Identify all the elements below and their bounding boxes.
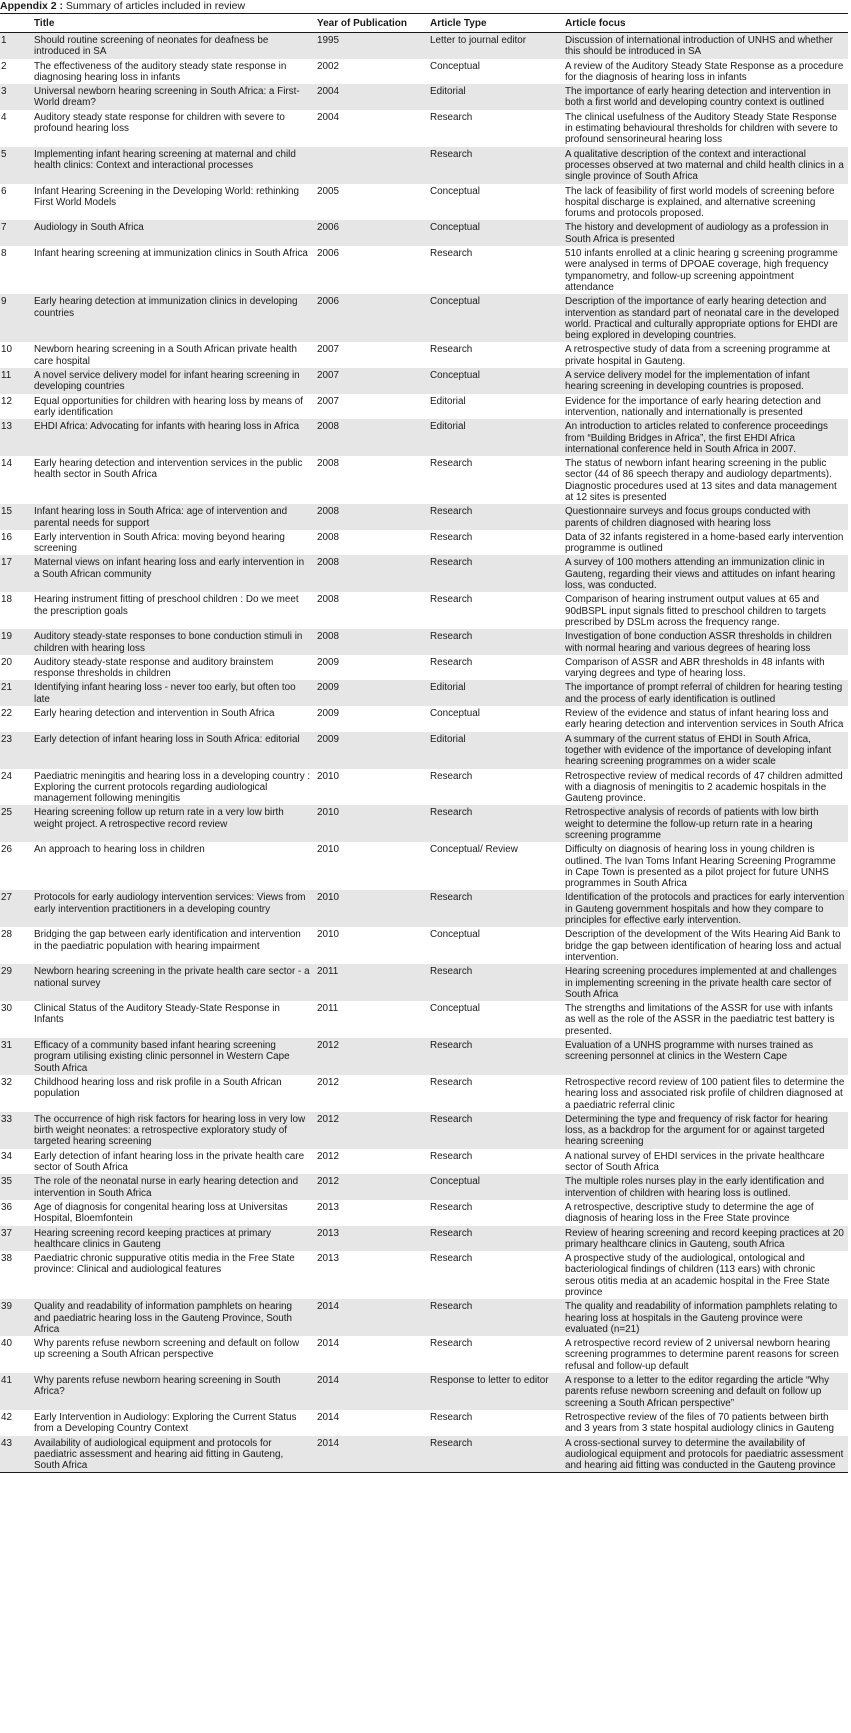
article-type: Editorial: [427, 394, 562, 420]
article-title: Auditory steady-state responses to bone conduction stimuli in children with hearing loss: [31, 629, 314, 655]
header-article-focus: Article focus: [565, 18, 626, 30]
table-row: [0, 246, 848, 294]
article-type: Research: [427, 1410, 562, 1436]
table-row: [0, 368, 848, 394]
row-number: 37: [0, 1226, 31, 1252]
article-focus: Retrospective record review of 100 patient files to determine the hearing loss and associated risk profile of children diagnosed at a paediatric referral clinic: [562, 1075, 848, 1112]
row-number: 20: [0, 655, 31, 681]
article-focus: The quality and readability of information pamphlets relating to hearing loss at hospitals in the Gauteng province were evaluated (n=21): [562, 1299, 848, 1336]
article-title: Availability of audiological equipment and protocols for paediatric assessment and hearing aid fitting in Gauteng, South Africa: [31, 1436, 314, 1473]
publication-year: 2009: [314, 655, 427, 681]
article-type: Conceptual: [427, 927, 562, 964]
publication-year: 2010: [314, 927, 427, 964]
article-type: Research: [427, 456, 562, 504]
article-focus: Retrospective review of the files of 70 patients between birth and 3 years from 3 state hospital audiology clinics in Gauteng: [562, 1410, 848, 1436]
article-type: Editorial: [427, 732, 562, 769]
article-focus: Identification of the protocols and practices for early intervention in Gauteng government hospitals and how they compare to principles for effective early intervention.: [562, 890, 848, 927]
table-row: [0, 680, 848, 706]
row-number: 33: [0, 1112, 31, 1149]
publication-year: 2008: [314, 530, 427, 556]
article-type: Editorial: [427, 84, 562, 110]
row-number: 23: [0, 732, 31, 769]
article-title: Protocols for early audiology intervention services: Views from early intervention practitioners in a developing country: [31, 890, 314, 927]
row-number: 5: [0, 147, 31, 184]
article-title: Paediatric meningitis and hearing loss in a developing country : Exploring the current protocols regarding audiological management following meningitis: [31, 769, 314, 806]
publication-year: [314, 147, 427, 184]
publication-year: 2010: [314, 890, 427, 927]
header-number: [0, 14, 31, 33]
row-number: 10: [0, 342, 31, 368]
table-row: [0, 342, 848, 368]
publication-year: 2012: [314, 1149, 427, 1175]
publication-year: 2008: [314, 456, 427, 504]
article-type: Conceptual: [427, 59, 562, 85]
article-focus: Determining the type and frequency of risk factor for hearing loss, as a backdrop for the argument for or against targeted hearing screening: [562, 1112, 848, 1149]
table-row: [0, 1149, 848, 1175]
article-focus: Discussion of international introduction of UNHS and whether this should be introduced in SA: [562, 33, 848, 59]
caption-text: Summary of articles included in review: [63, 0, 246, 12]
table-row: [0, 1200, 848, 1226]
article-focus: The importance of early hearing detection and intervention in both a first world and developing country context is outlined: [562, 84, 848, 110]
publication-year: 2007: [314, 342, 427, 368]
article-title: Identifying infant hearing loss - never too early, but often too late: [31, 680, 314, 706]
publication-year: 2010: [314, 805, 427, 842]
article-type: Research: [427, 655, 562, 681]
article-focus: Data of 32 infants registered in a home-based early intervention programme is outlined: [562, 530, 848, 556]
row-number: 14: [0, 456, 31, 504]
article-type: Research: [427, 769, 562, 806]
publication-year: 2009: [314, 680, 427, 706]
publication-year: 2013: [314, 1226, 427, 1252]
row-number: 36: [0, 1200, 31, 1226]
article-title: The role of the neonatal nurse in early hearing detection and intervention in South Africa: [31, 1174, 314, 1200]
table-row: [0, 1299, 848, 1336]
row-number: 2: [0, 59, 31, 85]
article-focus: A retrospective, descriptive study to determine the age of diagnosis of hearing loss in the Free State province: [562, 1200, 848, 1226]
table-row: [0, 1001, 848, 1038]
row-number: 6: [0, 184, 31, 221]
publication-year: 2007: [314, 394, 427, 420]
table-row: [0, 1410, 848, 1436]
table-row: [0, 555, 848, 592]
article-focus: Review of hearing screening and record keeping practices at 20 primary healthcare clinics in Gauteng, south Africa: [562, 1226, 848, 1252]
article-title: Audiology in South Africa: [31, 220, 314, 246]
publication-year: 2008: [314, 419, 427, 456]
article-type: Conceptual: [427, 220, 562, 246]
row-number: 34: [0, 1149, 31, 1175]
publication-year: 2014: [314, 1436, 427, 1473]
article-type: Research: [427, 530, 562, 556]
publication-year: 2014: [314, 1373, 427, 1410]
article-focus: Evidence for the importance of early hearing detection and intervention, nationally and internationally is presented: [562, 394, 848, 420]
table-row: [0, 769, 848, 806]
table-row: [0, 927, 848, 964]
table-row: [0, 220, 848, 246]
row-number: 11: [0, 368, 31, 394]
articles-table: [0, 13, 848, 1473]
article-focus: Investigation of bone conduction ASSR thresholds in children with normal hearing and various degrees of hearing loss: [562, 629, 848, 655]
publication-year: 2002: [314, 59, 427, 85]
article-type: Research: [427, 1251, 562, 1299]
article-focus: Retrospective review of medical records of 47 children admitted with a diagnosis of meningitis to 2 academic hospitals in the Gauteng province.: [562, 769, 848, 806]
row-number: 28: [0, 927, 31, 964]
table-row: [0, 33, 848, 59]
article-title: Should routine screening of neonates for deafness be introduced in SA: [31, 33, 314, 59]
article-title: Early hearing detection and intervention services in the public health sector in South Africa: [31, 456, 314, 504]
header-row: [0, 14, 848, 33]
article-title: Early intervention in South Africa: moving beyond hearing screening: [31, 530, 314, 556]
row-number: 30: [0, 1001, 31, 1038]
article-title: Paediatric chronic suppurative otitis media in the Free State province: Clinical and audiological features: [31, 1251, 314, 1299]
table-row: [0, 147, 848, 184]
publication-year: 2007: [314, 368, 427, 394]
article-title: Age of diagnosis for congenital hearing loss at Universitas Hospital, Bloemfontein: [31, 1200, 314, 1226]
table-row: [0, 805, 848, 842]
article-type: Research: [427, 555, 562, 592]
article-type: Research: [427, 1038, 562, 1075]
article-focus: Description of the importance of early hearing detection and intervention as standard part of neonatal care in the developed world. Practical and culturally appropriate options for EHDI are being explored in developing countries.: [562, 294, 848, 342]
publication-year: 2010: [314, 842, 427, 890]
article-title: Infant Hearing Screening in the Developing World: rethinking First World Models: [31, 184, 314, 221]
row-number: 41: [0, 1373, 31, 1410]
table-row: [0, 294, 848, 342]
table-body: [0, 33, 848, 1473]
publication-year: 2004: [314, 110, 427, 147]
article-title: Early Intervention in Audiology: Exploring the Current Status from a Developing Country Context: [31, 1410, 314, 1436]
publication-year: 2012: [314, 1075, 427, 1112]
publication-year: 2008: [314, 504, 427, 530]
article-title: Early hearing detection and intervention in South Africa: [31, 706, 314, 732]
article-type: Research: [427, 890, 562, 927]
header-title: Title: [34, 18, 55, 30]
table-row: [0, 184, 848, 221]
article-focus: A cross-sectional survey to determine the availability of audiological equipment and protocols for paediatric assessment and hearing aid fitting was conducted in the Gauteng province: [562, 1436, 848, 1473]
row-number: 43: [0, 1436, 31, 1473]
publication-year: 2006: [314, 294, 427, 342]
row-number: 35: [0, 1174, 31, 1200]
caption-label: Appendix 2 :: [0, 0, 64, 12]
article-type: Research: [427, 1336, 562, 1373]
table-row: [0, 629, 848, 655]
table-caption: [0, 0, 848, 13]
table-row: [0, 59, 848, 85]
article-type: Research: [427, 147, 562, 184]
article-type: Research: [427, 342, 562, 368]
table-row: [0, 1373, 848, 1410]
table-row: [0, 419, 848, 456]
table-row: [0, 964, 848, 1001]
article-type: Conceptual: [427, 184, 562, 221]
row-number: 13: [0, 419, 31, 456]
article-type: Editorial: [427, 680, 562, 706]
article-title: EHDI Africa: Advocating for infants with hearing loss in Africa: [31, 419, 314, 456]
table-row: [0, 84, 848, 110]
row-number: 27: [0, 890, 31, 927]
publication-year: 2008: [314, 592, 427, 629]
article-focus: A survey of 100 mothers attending an immunization clinic in Gauteng, regarding their views and attitudes on infant hearing loss, was conducted.: [562, 555, 848, 592]
article-type: Research: [427, 964, 562, 1001]
article-title: Clinical Status of the Auditory Steady-State Response in Infants: [31, 1001, 314, 1038]
article-focus: The clinical usefulness of the Auditory Steady State Response in estimating behavioural thresholds for children with severe to profound sensorineural hearing loss: [562, 110, 848, 147]
article-title: Infant hearing screening at immunization clinics in South Africa: [31, 246, 314, 294]
row-number: 3: [0, 84, 31, 110]
table-row: [0, 1038, 848, 1075]
table-row: [0, 592, 848, 629]
article-type: Research: [427, 1299, 562, 1336]
article-type: Conceptual: [427, 294, 562, 342]
table-row: [0, 842, 848, 890]
article-title: Early detection of infant hearing loss in South Africa: editorial: [31, 732, 314, 769]
row-number: 16: [0, 530, 31, 556]
article-title: Early detection of infant hearing loss in the private health care sector of South Africa: [31, 1149, 314, 1175]
row-number: 4: [0, 110, 31, 147]
article-title: Implementing infant hearing screening at maternal and child health clinics: Context and interactional processes: [31, 147, 314, 184]
row-number: 18: [0, 592, 31, 629]
article-title: Maternal views on infant hearing loss and early intervention in a South African community: [31, 555, 314, 592]
header-year: Year of Publication: [317, 18, 408, 30]
article-focus: A summary of the current status of EHDI in South Africa, together with evidence of the importance of developing infant hearing screening programmes on a wider scale: [562, 732, 848, 769]
publication-year: 2009: [314, 732, 427, 769]
article-title: Hearing instrument fitting of preschool children : Do we meet the prescription goals: [31, 592, 314, 629]
article-title: An approach to hearing loss in children: [31, 842, 314, 890]
article-focus: The multiple roles nurses play in the early identification and intervention of children with hearing loss is outlined.: [562, 1174, 848, 1200]
article-title: A novel service delivery model for infant hearing screening in developing countries: [31, 368, 314, 394]
article-type: Research: [427, 1075, 562, 1112]
publication-year: 2012: [314, 1112, 427, 1149]
article-type: Research: [427, 592, 562, 629]
article-title: Early hearing detection at immunization clinics in developing countries: [31, 294, 314, 342]
article-type: Research: [427, 1112, 562, 1149]
table-row: [0, 394, 848, 420]
article-type: Research: [427, 629, 562, 655]
publication-year: 2012: [314, 1174, 427, 1200]
article-focus: The history and development of audiology as a profession in South Africa is presented: [562, 220, 848, 246]
row-number: 1: [0, 33, 31, 59]
article-title: Universal newborn hearing screening in South Africa: a First-World dream?: [31, 84, 314, 110]
article-title: Quality and readability of information pamphlets on hearing and paediatric hearing loss in the Gauteng Province, South Africa: [31, 1299, 314, 1336]
row-number: 7: [0, 220, 31, 246]
table-row: [0, 110, 848, 147]
publication-year: 1995: [314, 33, 427, 59]
row-number: 24: [0, 769, 31, 806]
article-focus: A response to a letter to the editor regarding the article “Why parents refuse newborn screening and default on follow up screening a South African perspective”: [562, 1373, 848, 1410]
article-focus: A retrospective record review of 2 universal newborn hearing screening programmes to determine parent reasons for screen refusal and follow-up default: [562, 1336, 848, 1373]
article-focus: Comparison of ASSR and ABR thresholds in 48 infants with varying degrees and type of hearing loss.: [562, 655, 848, 681]
article-title: Auditory steady-state response and auditory brainstem response thresholds in children: [31, 655, 314, 681]
publication-year: 2013: [314, 1251, 427, 1299]
article-type: Research: [427, 1226, 562, 1252]
table-row: [0, 1336, 848, 1373]
table-row: [0, 1226, 848, 1252]
article-type: Research: [427, 504, 562, 530]
publication-year: 2008: [314, 555, 427, 592]
article-type: Conceptual: [427, 1001, 562, 1038]
row-number: 15: [0, 504, 31, 530]
row-number: 26: [0, 842, 31, 890]
table-row: [0, 706, 848, 732]
article-title: Childhood hearing loss and risk profile in a South African population: [31, 1075, 314, 1112]
article-title: Hearing screening record keeping practices at primary healthcare clinics in Gauteng: [31, 1226, 314, 1252]
row-number: 22: [0, 706, 31, 732]
row-number: 32: [0, 1075, 31, 1112]
article-title: Newborn hearing screening in a South African private health care hospital: [31, 342, 314, 368]
article-focus: Hearing screening procedures implemented at and challenges in implementing screening in the private health care sector of South Africa: [562, 964, 848, 1001]
row-number: 21: [0, 680, 31, 706]
publication-year: 2014: [314, 1336, 427, 1373]
publication-year: 2014: [314, 1410, 427, 1436]
row-number: 12: [0, 394, 31, 420]
table-row: [0, 1436, 848, 1473]
article-focus: The importance of prompt referral of children for hearing testing and the process of early identification is outlined: [562, 680, 848, 706]
article-title: The effectiveness of the auditory steady state response in diagnosing hearing loss in infants: [31, 59, 314, 85]
article-focus: A review of the Auditory Steady State Response as a procedure for the diagnosis of hearing loss in infants: [562, 59, 848, 85]
table-row: [0, 456, 848, 504]
article-type: Research: [427, 110, 562, 147]
table-row: [0, 504, 848, 530]
row-number: 40: [0, 1336, 31, 1373]
article-title: Efficacy of a community based infant hearing screening program utilising existing clinic personnel in Western Cape South Africa: [31, 1038, 314, 1075]
row-number: 17: [0, 555, 31, 592]
table-row: [0, 1112, 848, 1149]
article-type: Letter to journal editor: [427, 33, 562, 59]
article-focus: The status of newborn infant hearing screening in the public sector (44 of 86 speech therapy and audiology departments). Diagnostic procedures used at 13 sites and data management at 12 sites is presented: [562, 456, 848, 504]
article-title: Equal opportunities for children with hearing loss by means of early identification: [31, 394, 314, 420]
article-title: Infant hearing loss in South Africa: age of intervention and parental needs for support: [31, 504, 314, 530]
article-focus: The lack of feasibility of first world models of screening before hospital discharge is explained, and alternative screening forums and protocols proposed.: [562, 184, 848, 221]
article-focus: A qualitative description of the context and interactional processes observed at two maternal and child health clinics in a single province of South Africa: [562, 147, 848, 184]
article-type: Research: [427, 1149, 562, 1175]
table-row: [0, 530, 848, 556]
publication-year: 2010: [314, 769, 427, 806]
article-focus: A service delivery model for the implementation of infant hearing screening in developing countries is proposed.: [562, 368, 848, 394]
publication-year: 2014: [314, 1299, 427, 1336]
publication-year: 2011: [314, 1001, 427, 1038]
article-focus: An introduction to articles related to conference proceedings from “Building Bridges in Africa”, the first EHDI Africa international conference held in South Africa in 2007.: [562, 419, 848, 456]
row-number: 38: [0, 1251, 31, 1299]
article-type: Response to letter to editor: [427, 1373, 562, 1410]
article-focus: A prospective study of the audiological, ontological and bacteriological findings of children (113 ears) with chronic serous otitis media at an academic hospital in the Free State province: [562, 1251, 848, 1299]
article-type: Research: [427, 1200, 562, 1226]
publication-year: 2006: [314, 246, 427, 294]
article-type: Conceptual/ Review: [427, 842, 562, 890]
article-type: Research: [427, 246, 562, 294]
publication-year: 2012: [314, 1038, 427, 1075]
row-number: 19: [0, 629, 31, 655]
row-number: 42: [0, 1410, 31, 1436]
publication-year: 2004: [314, 84, 427, 110]
article-title: Why parents refuse newborn hearing screening in South Africa?: [31, 1373, 314, 1410]
article-focus: Comparison of hearing instrument output values at 65 and 90dBSPL input signals fitted to preschool children to targets prescribed by DSLm across the frequency range.: [562, 592, 848, 629]
publication-year: 2006: [314, 220, 427, 246]
article-type: Conceptual: [427, 1174, 562, 1200]
article-focus: Difficulty on diagnosis of hearing loss in young children is outlined. The Ivan Toms Infant Hearing Screening Programme in Cape Town is presented as a pilot project for future UNHS programmes in South Africa: [562, 842, 848, 890]
article-type: Research: [427, 805, 562, 842]
row-number: 29: [0, 964, 31, 1001]
article-focus: Description of the development of the Wits Hearing Aid Bank to bridge the gap between identification of hearing loss and actual intervention.: [562, 927, 848, 964]
article-type: Conceptual: [427, 368, 562, 394]
article-title: The occurrence of high risk factors for hearing loss in very low birth weight neonates: a retrospective exploratory study of targeted hearing screening: [31, 1112, 314, 1149]
row-number: 8: [0, 246, 31, 294]
publication-year: 2008: [314, 629, 427, 655]
table-row: [0, 655, 848, 681]
publication-year: 2011: [314, 964, 427, 1001]
article-type: Editorial: [427, 419, 562, 456]
article-focus: 510 infants enrolled at a clinic hearing g screening programme were analysed in terms of DPOAE coverage, high frequency tympanometry, and follow-up screening appointment attendance: [562, 246, 848, 294]
table-header: [0, 14, 848, 33]
article-focus: A national survey of EHDI services in the private healthcare sector of South Africa: [562, 1149, 848, 1175]
article-title: Bridging the gap between early identification and intervention in the paediatric population with hearing impairment: [31, 927, 314, 964]
row-number: 31: [0, 1038, 31, 1075]
article-title: Newborn hearing screening in the private health care sector - a national survey: [31, 964, 314, 1001]
row-number: 25: [0, 805, 31, 842]
publication-year: 2009: [314, 706, 427, 732]
article-focus: Questionnaire surveys and focus groups conducted with parents of children diagnosed with hearing loss: [562, 504, 848, 530]
article-title: Hearing screening follow up return rate in a very low birth weight project. A retrospective record review: [31, 805, 314, 842]
article-type: Research: [427, 1436, 562, 1473]
article-focus: Evaluation of a UNHS programme with nurses trained as screening personnel at clinics in the Western Cape: [562, 1038, 848, 1075]
article-type: Conceptual: [427, 706, 562, 732]
row-number: 9: [0, 294, 31, 342]
header-article-type: Article Type: [430, 18, 487, 30]
article-title: Why parents refuse newborn screening and default on follow up screening a South African perspective: [31, 1336, 314, 1373]
table-row: [0, 1174, 848, 1200]
table-row: [0, 890, 848, 927]
publication-year: 2013: [314, 1200, 427, 1226]
table-row: [0, 1075, 848, 1112]
publication-year: 2005: [314, 184, 427, 221]
article-focus: A retrospective study of data from a screening programme at private hospital in Gauteng.: [562, 342, 848, 368]
table-row: [0, 1251, 848, 1299]
table-row: [0, 732, 848, 769]
article-focus: Retrospective analysis of records of patients with low birth weight to determine the follow-up return rate in a hearing screening programme: [562, 805, 848, 842]
article-focus: Review of the evidence and status of infant hearing loss and early hearing detection and intervention services in South Africa: [562, 706, 848, 732]
article-title: Auditory steady state response for children with severe to profound hearing loss: [31, 110, 314, 147]
row-number: 39: [0, 1299, 31, 1336]
article-focus: The strengths and limitations of the ASSR for use with infants as well as the role of the ASSR in the paediatric test battery is presented.: [562, 1001, 848, 1038]
